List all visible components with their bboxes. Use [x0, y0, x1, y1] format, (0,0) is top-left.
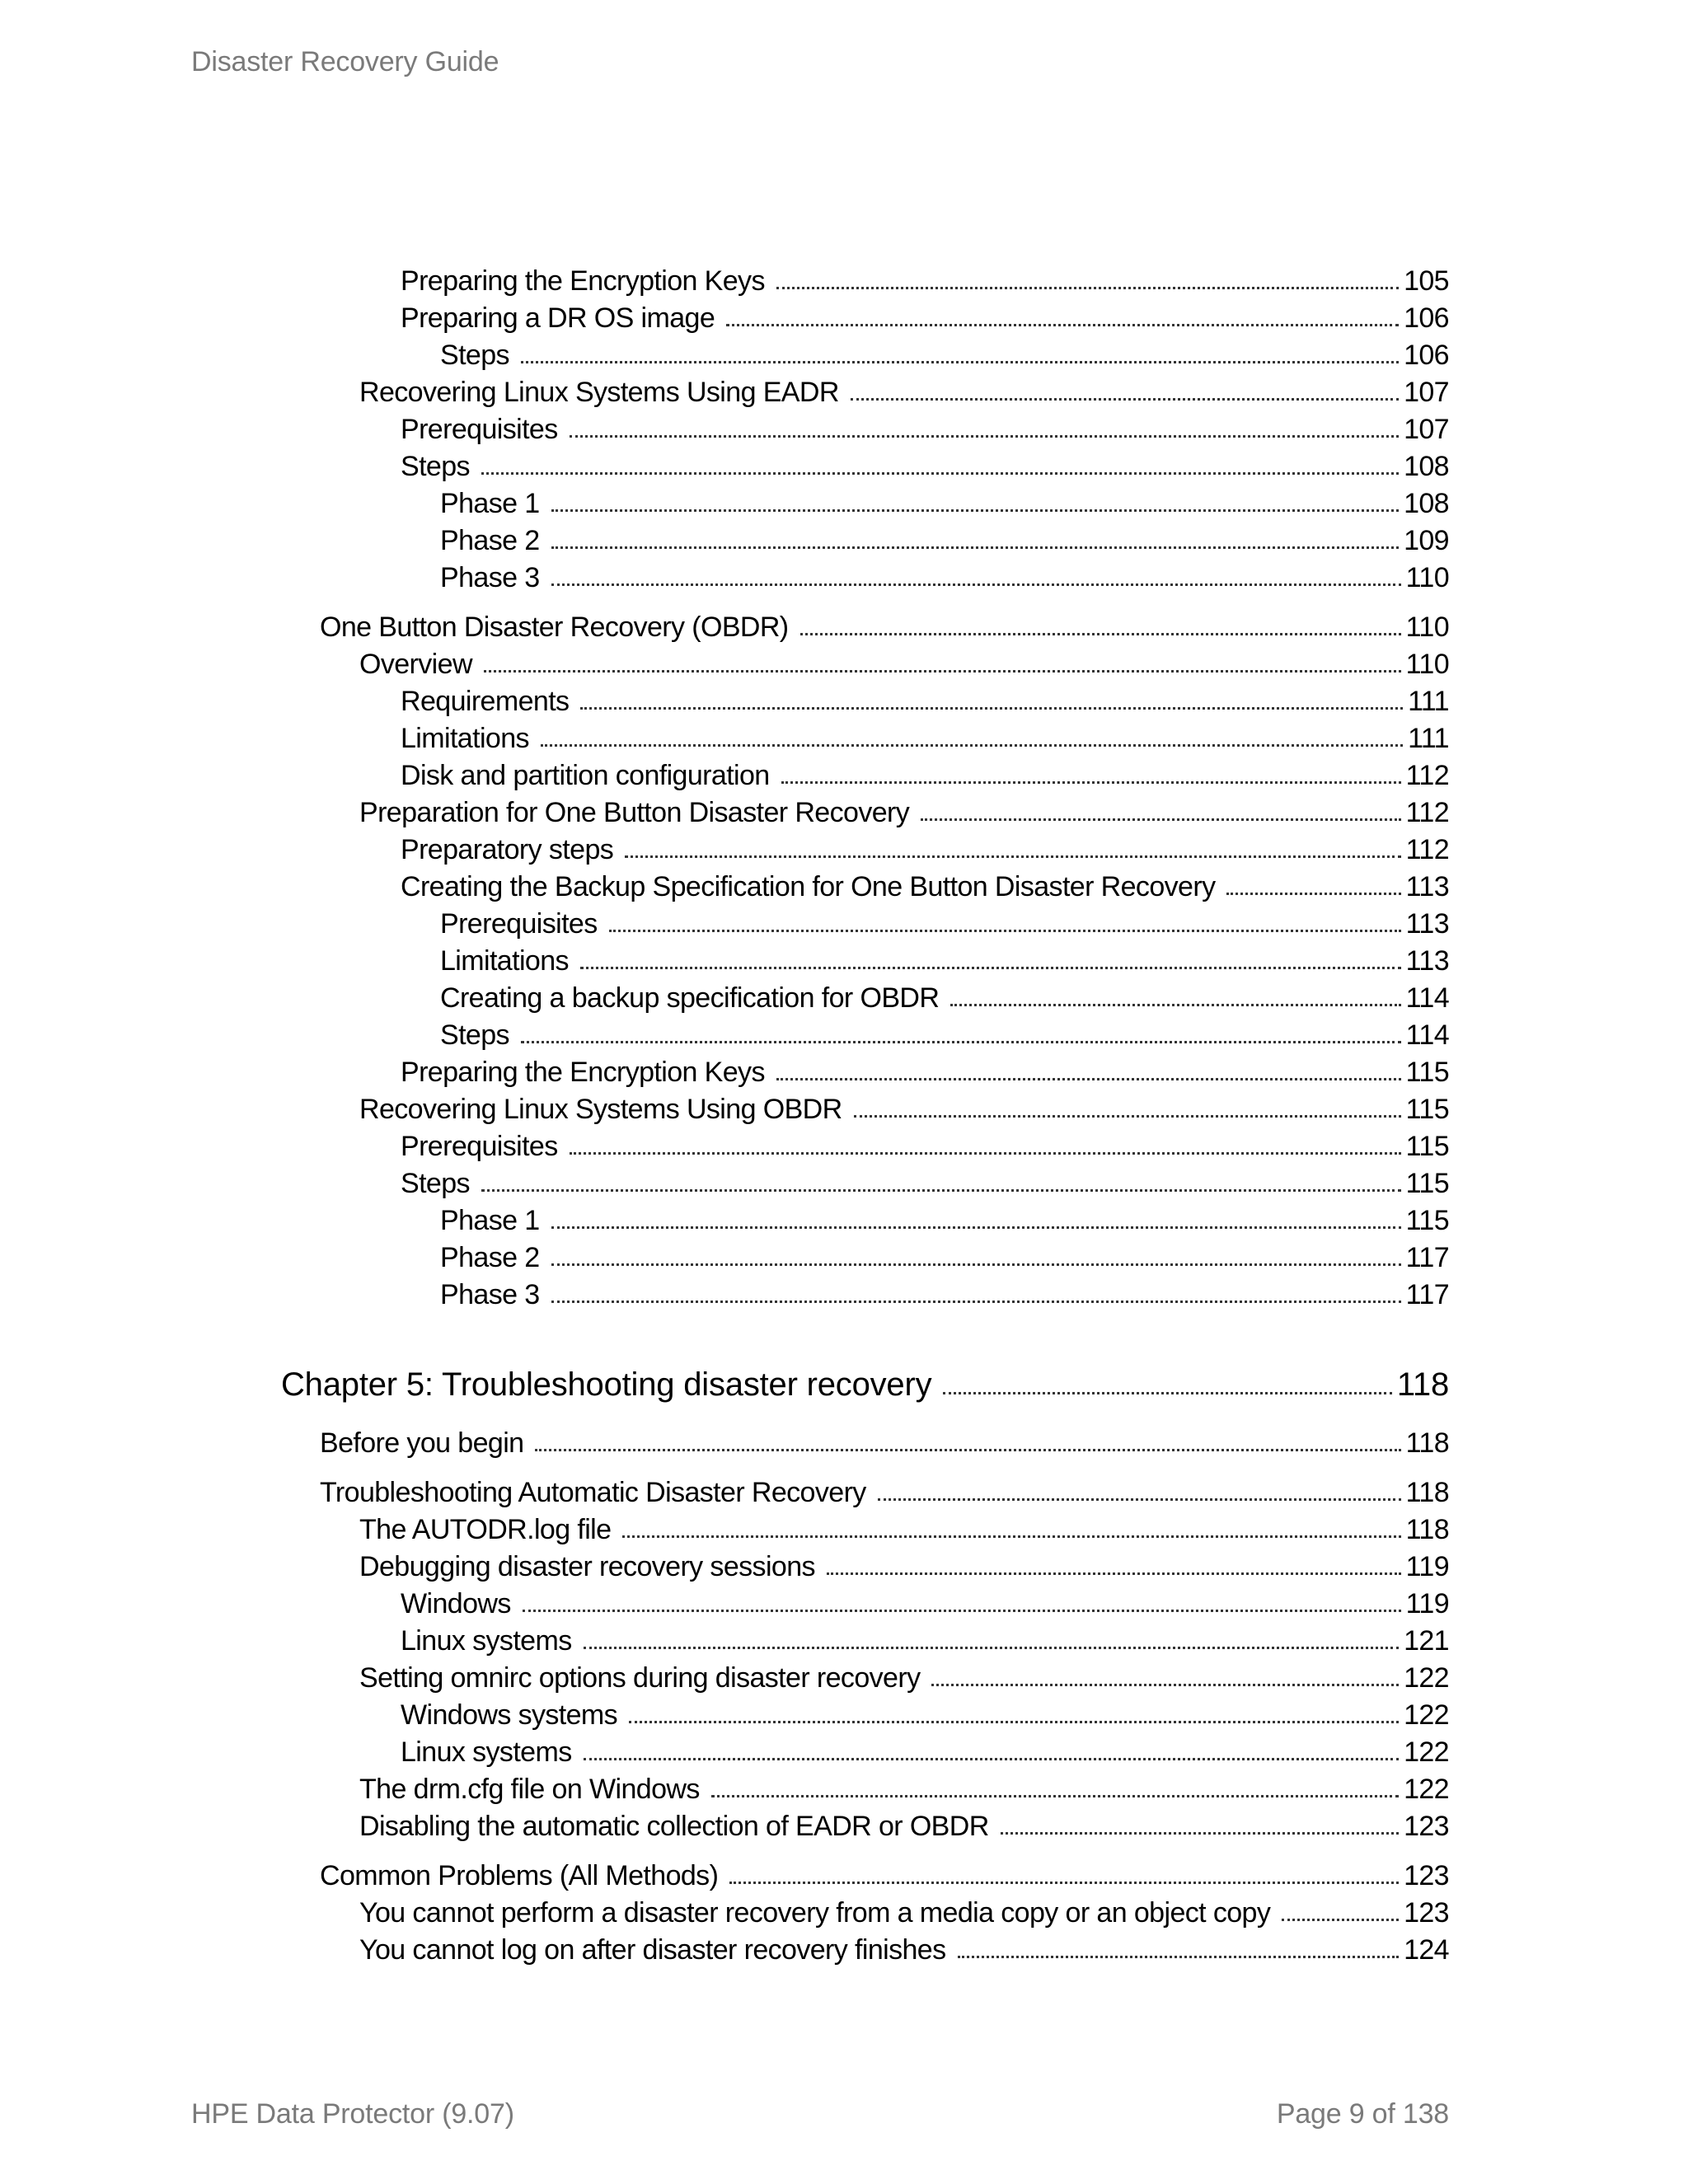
- dot-leader: [541, 744, 1403, 747]
- dot-leader: [878, 1498, 1401, 1501]
- toc-entry-page: 117: [1405, 1279, 1449, 1310]
- toc-chapter-entry[interactable]: [281, 1365, 1449, 1404]
- toc-entry-title: Preparation for One Button Disaster Recovery: [359, 797, 910, 828]
- toc-entry-page: 122: [1404, 1774, 1449, 1805]
- toc-entry-page: 106: [1404, 302, 1449, 334]
- toc-entry-title: Debugging disaster recovery sessions: [359, 1551, 815, 1582]
- toc-entry-title: Preparing the Encryption Keys: [401, 265, 765, 297]
- toc-entry[interactable]: [401, 1167, 1449, 1200]
- toc-entry-page: 107: [1404, 377, 1449, 408]
- dot-leader: [629, 1721, 1399, 1723]
- dot-leader: [584, 1758, 1399, 1760]
- toc-entry-title: Windows systems: [401, 1699, 618, 1731]
- toc-entry-title: The AUTODR.log file: [359, 1514, 612, 1545]
- dot-leader: [781, 781, 1401, 784]
- dot-leader: [481, 1189, 1401, 1192]
- toc-entry[interactable]: [359, 1810, 1449, 1843]
- toc-entry-page: 115: [1405, 1205, 1449, 1236]
- toc-entry-page: 112: [1405, 797, 1449, 828]
- toc-entry-title: Phase 1: [440, 488, 540, 519]
- toc-entry[interactable]: [440, 1019, 1449, 1052]
- dot-leader: [851, 398, 1399, 401]
- toc-entry-page: 107: [1404, 414, 1449, 445]
- toc-entry-page: 123: [1404, 1811, 1449, 1842]
- toc-entry-page: 111: [1408, 686, 1449, 717]
- dot-leader: [523, 1610, 1401, 1612]
- toc-entry-title: Preparatory steps: [401, 834, 614, 865]
- toc-entry[interactable]: [401, 413, 1449, 446]
- dot-leader: [1226, 893, 1400, 895]
- toc-entry-page: 115: [1405, 1168, 1449, 1199]
- toc-entry[interactable]: [401, 1736, 1449, 1769]
- toc-entry[interactable]: [440, 944, 1449, 977]
- toc-entry-title: Steps: [440, 340, 509, 371]
- toc-entry-title: Preparing the Encryption Keys: [401, 1057, 765, 1088]
- toc-entry-title: Prerequisites: [440, 908, 598, 940]
- toc-entry[interactable]: [320, 611, 1449, 644]
- dot-leader: [921, 818, 1400, 821]
- dot-leader: [776, 287, 1399, 289]
- dot-leader: [931, 1684, 1399, 1686]
- toc-entry-page: 115: [1405, 1057, 1449, 1088]
- dot-leader: [584, 1647, 1399, 1649]
- toc-entry-title: Disk and partition configuration: [401, 760, 770, 791]
- toc-entry[interactable]: [401, 265, 1449, 298]
- toc-entry-page: 118: [1405, 1477, 1449, 1508]
- toc-entry-page: 122: [1404, 1699, 1449, 1731]
- toc-entry[interactable]: [440, 339, 1449, 372]
- toc-entry-title: One Button Disaster Recovery (OBDR): [320, 612, 789, 643]
- toc-entry-title: Recovering Linux Systems Using OBDR: [359, 1094, 842, 1125]
- toc-entry-page: 123: [1404, 1860, 1449, 1891]
- dot-leader: [958, 1956, 1400, 1958]
- toc-entry[interactable]: [440, 524, 1449, 557]
- toc-entry-page: 117: [1405, 1242, 1449, 1273]
- toc-entry[interactable]: [359, 1933, 1449, 1966]
- toc-entry[interactable]: [401, 1587, 1449, 1620]
- toc-entry[interactable]: [401, 1624, 1449, 1657]
- toc-entry-page: 115: [1405, 1131, 1449, 1162]
- toc-entry-page: 124: [1404, 1934, 1449, 1966]
- toc-entry[interactable]: [401, 722, 1449, 755]
- toc-entry-title: Requirements: [401, 686, 570, 717]
- toc-entry[interactable]: [359, 1093, 1449, 1126]
- toc-entry-title: You cannot log on after disaster recovery finishes: [359, 1934, 946, 1966]
- dot-leader: [800, 633, 1401, 635]
- toc-entry-page: 114: [1405, 1019, 1449, 1051]
- toc-entry-page: 105: [1404, 265, 1449, 297]
- toc-entry-title: The drm.cfg file on Windows: [359, 1774, 700, 1805]
- toc-entry[interactable]: [401, 870, 1449, 903]
- toc-entry[interactable]: [401, 685, 1449, 718]
- toc-entry[interactable]: [359, 1513, 1449, 1546]
- toc-entry-title: Phase 2: [440, 525, 540, 556]
- toc-entry-title: Linux systems: [401, 1736, 572, 1768]
- toc-entry-page: 115: [1405, 1094, 1449, 1125]
- dot-leader: [521, 1041, 1401, 1043]
- toc-entry-title: Limitations: [440, 945, 569, 977]
- toc-entry-page: 113: [1405, 908, 1449, 940]
- toc-entry-page: 111: [1408, 723, 1449, 754]
- dot-leader: [711, 1795, 1399, 1797]
- toc-entry-title: Creating the Backup Specification for One Button Disaster Recovery: [401, 871, 1216, 902]
- dot-leader: [551, 1263, 1401, 1266]
- toc-entry-page: 118: [1396, 1366, 1449, 1403]
- dot-leader: [551, 509, 1400, 512]
- footer-page-number: Page 9 of 138: [1276, 2098, 1449, 2130]
- dot-leader: [570, 435, 1399, 438]
- dot-leader: [484, 670, 1401, 673]
- dot-leader: [776, 1078, 1401, 1080]
- toc-entry-title: Common Problems (All Methods): [320, 1860, 719, 1891]
- toc-entry-page: 112: [1405, 834, 1449, 865]
- toc-entry-page: 109: [1404, 525, 1449, 556]
- toc-entry-title: Phase 1: [440, 1205, 540, 1236]
- toc-entry-page: 119: [1405, 1551, 1449, 1582]
- toc-entry[interactable]: [401, 833, 1449, 866]
- toc-entry-page: 122: [1404, 1662, 1449, 1694]
- dot-leader: [580, 967, 1401, 969]
- toc-entry[interactable]: [401, 1056, 1449, 1089]
- dot-leader: [729, 1882, 1399, 1884]
- toc-entry[interactable]: [320, 1859, 1449, 1892]
- toc-entry[interactable]: [359, 376, 1449, 409]
- toc-entry-title: Chapter 5: Troubleshooting disaster recovery: [281, 1366, 932, 1403]
- toc-entry-title: Creating a backup specification for OBDR: [440, 982, 940, 1014]
- toc-entry-title: Phase 3: [440, 562, 540, 593]
- toc-entry-title: Steps: [401, 1168, 470, 1199]
- toc-entry-title: Phase 3: [440, 1279, 540, 1310]
- toc-entry[interactable]: [401, 1130, 1449, 1163]
- dot-leader: [551, 546, 1400, 549]
- running-header: Disaster Recovery Guide: [191, 46, 499, 77]
- toc-entry[interactable]: [401, 1699, 1449, 1732]
- toc-entry-page: 110: [1405, 649, 1449, 680]
- toc-entry[interactable]: [359, 1896, 1449, 1929]
- toc-entry-page: 108: [1404, 488, 1449, 519]
- toc-entry-page: 106: [1404, 340, 1449, 371]
- dot-leader: [1001, 1832, 1399, 1835]
- toc-entry-page: 110: [1405, 612, 1449, 643]
- dot-leader: [570, 1152, 1401, 1155]
- dot-leader: [1282, 1919, 1399, 1921]
- toc-entry[interactable]: [401, 759, 1449, 792]
- toc-entry-page: 114: [1405, 982, 1449, 1014]
- dot-leader: [551, 1226, 1401, 1229]
- toc-entry-title: Prerequisites: [401, 414, 558, 445]
- toc-entry-page: 112: [1405, 760, 1449, 791]
- dot-leader: [551, 1301, 1401, 1303]
- toc-entry-page: 110: [1405, 562, 1449, 593]
- toc-entry-title: Recovering Linux Systems Using EADR: [359, 377, 839, 408]
- toc-entry-title: Before you begin: [320, 1427, 524, 1459]
- toc-entry[interactable]: [440, 1241, 1449, 1274]
- toc-entry-title: Overview: [359, 649, 472, 680]
- toc-entry-title: Steps: [440, 1019, 509, 1051]
- toc-entry[interactable]: [440, 487, 1449, 520]
- toc-entry-title: You cannot perform a disaster recovery from a media copy or an object copy: [359, 1897, 1271, 1929]
- toc-entry-title: Windows: [401, 1588, 511, 1619]
- dot-leader: [481, 472, 1399, 475]
- footer-product: HPE Data Protector (9.07): [191, 2098, 514, 2130]
- toc-entry[interactable]: [440, 561, 1449, 594]
- dot-leader: [622, 1535, 1400, 1538]
- toc-entry-page: 119: [1405, 1588, 1449, 1619]
- toc-entry-page: 118: [1405, 1514, 1449, 1545]
- dot-leader: [551, 583, 1401, 586]
- toc-entry[interactable]: [359, 648, 1449, 681]
- toc-entry-title: Disabling the automatic collection of EADR or OBDR: [359, 1811, 989, 1842]
- toc-entry[interactable]: [359, 1550, 1449, 1583]
- dot-leader: [950, 1004, 1400, 1006]
- toc-entry[interactable]: [440, 982, 1449, 1015]
- toc-entry[interactable]: [440, 1278, 1449, 1311]
- dot-leader: [580, 707, 1403, 710]
- toc-entry-page: 113: [1405, 871, 1449, 902]
- toc-entry-page: 122: [1404, 1736, 1449, 1768]
- toc-entry[interactable]: [440, 907, 1449, 940]
- toc-entry[interactable]: [359, 1661, 1449, 1694]
- toc-entry-title: Steps: [401, 451, 470, 482]
- toc-entry[interactable]: [359, 1773, 1449, 1806]
- toc-entry[interactable]: [440, 1204, 1449, 1237]
- toc-entry-page: 108: [1404, 451, 1449, 482]
- dot-leader: [943, 1392, 1391, 1394]
- toc-entry-title: Setting omnirc options during disaster recovery: [359, 1662, 921, 1694]
- toc-entry-page: 113: [1405, 945, 1449, 977]
- toc-entry-page: 121: [1404, 1625, 1449, 1657]
- dot-leader: [854, 1115, 1401, 1118]
- dot-leader: [827, 1572, 1401, 1575]
- toc-entry-title: Linux systems: [401, 1625, 572, 1657]
- toc-entry-title: Troubleshooting Automatic Disaster Recovery: [320, 1477, 866, 1508]
- toc-entry-title: Limitations: [401, 723, 529, 754]
- toc-entry-page: 118: [1405, 1427, 1449, 1459]
- dot-leader: [609, 930, 1401, 932]
- dot-leader: [726, 324, 1399, 326]
- dot-leader: [521, 361, 1399, 363]
- toc-entry[interactable]: [401, 450, 1449, 483]
- toc-entry-title: Preparing a DR OS image: [401, 302, 715, 334]
- toc-entry-title: Phase 2: [440, 1242, 540, 1273]
- toc-entry[interactable]: [359, 796, 1449, 829]
- toc-entry[interactable]: [320, 1476, 1449, 1509]
- toc-entry[interactable]: [320, 1427, 1449, 1460]
- toc-entry-title: Prerequisites: [401, 1131, 558, 1162]
- dot-leader: [625, 855, 1400, 858]
- toc-entry-page: 123: [1404, 1897, 1449, 1929]
- toc-entry[interactable]: [401, 302, 1449, 335]
- dot-leader: [535, 1449, 1400, 1451]
